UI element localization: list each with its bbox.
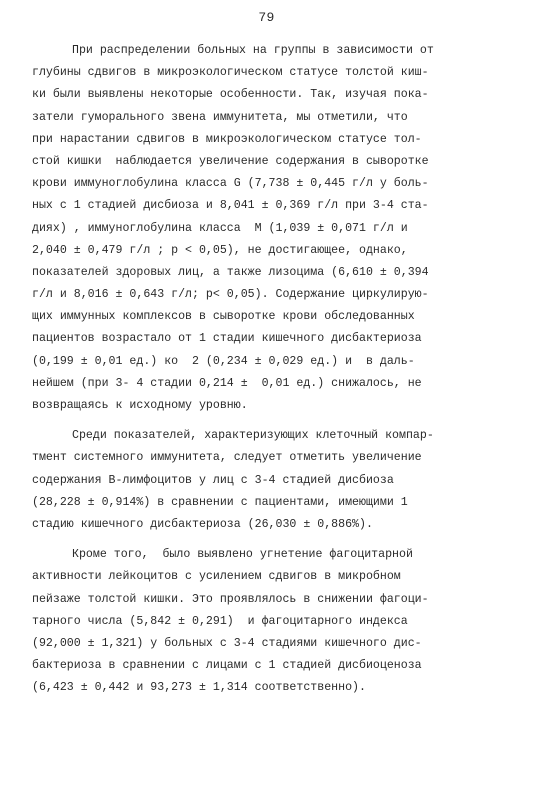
text-line: пейзаже толстой кишки. Это проявлялось в снижении фагоци- <box>32 592 429 606</box>
text-line: глубины сдвигов в микроэкологическом статусе толстой киш- <box>32 66 429 80</box>
text-line: стой кишки наблюдается увеличение содержания в сыворотке <box>32 154 429 168</box>
text-line: диях) , иммуноглобулина класса М (1,039 ± 0,071 г/л и <box>32 221 408 235</box>
text-line: показателей здоровых лиц, а также лизоцима (6,610 ± 0,394 <box>32 265 429 279</box>
text-line: тарного числа (5,842 ± 0,291) и фагоцитарного индекса <box>32 614 408 628</box>
text-line: крови иммуноглобулина класса G (7,738 ± 0,445 г/л у боль- <box>32 177 429 191</box>
text-line: возвращаясь к исходному уровню. <box>32 399 248 412</box>
page-number: 79 <box>258 10 275 25</box>
text-line: ных с 1 стадией дисбиоза и 8,041 ± 0,369 г/л при 3-4 ста- <box>32 199 429 213</box>
text-line: щих иммунных комплексов в сыворотке крови обследованных <box>32 310 415 324</box>
text-line: (28,228 ± 0,914%) в сравнении с пациентами, имеющими 1 <box>32 495 408 509</box>
text-line: Кроме того, было выявлено угнетение фагоцитарной <box>72 548 413 562</box>
text-line: (92,000 ± 1,321) у больных с 3-4 стадиями кишечного дис- <box>32 636 422 650</box>
text-line: активности лейкоцитов с усилением сдвигов в микробном <box>32 570 401 584</box>
text-line: тмент системного иммунитета, следует отметить увеличение <box>32 451 422 465</box>
text-line: г/л и 8,016 ± 0,643 г/л; р< 0,05). Содержание циркулирую- <box>32 288 429 302</box>
text-line: 2,040 ± 0,479 г/л ; р < 0,05), не достигающее, однако, <box>32 243 408 257</box>
text-line: бактериоза в сравнении с лицами с 1 стадией дисбиоценоза <box>32 659 422 673</box>
text-line: стадию кишечного дисбактериоза (26,030 ± 0,886%). <box>32 517 373 531</box>
text-line: ки были выявлены некоторые особенности. Так, изучая пока- <box>32 88 429 102</box>
paragraph <box>32 40 501 417</box>
paragraph-gap <box>32 536 501 544</box>
page-body <box>32 40 501 699</box>
text-line: (0,199 ± 0,01 ед.) ко 2 (0,234 ± 0,029 ед.) и в даль- <box>32 354 415 368</box>
text-line: (6,423 ± 0,442 и 93,273 ± 1,314 соответственно). <box>32 681 366 695</box>
text-line: затели гуморального звена иммунитета, мы отметили, что <box>32 110 408 124</box>
text-line: пациентов возрастало от 1 стадии кишечного дисбактериоза <box>32 332 422 346</box>
text-line: При распределении больных на группы в зависимости от <box>72 44 434 57</box>
paragraph-gap <box>32 417 501 425</box>
text-line: при нарастании сдвигов в микроэкологическом статусе тол- <box>32 132 422 146</box>
text-line: содержания В-лимфоцитов у лиц с 3-4 стадией дисбиоза <box>32 473 394 487</box>
text-line: нейшем (при 3- 4 стадии 0,214 ± 0,01 ед.) снижалось, не <box>32 376 422 390</box>
text-line: Среди показателей, характеризующих клеточный компар- <box>72 429 434 443</box>
paragraph <box>32 425 501 536</box>
paragraph <box>32 544 501 699</box>
